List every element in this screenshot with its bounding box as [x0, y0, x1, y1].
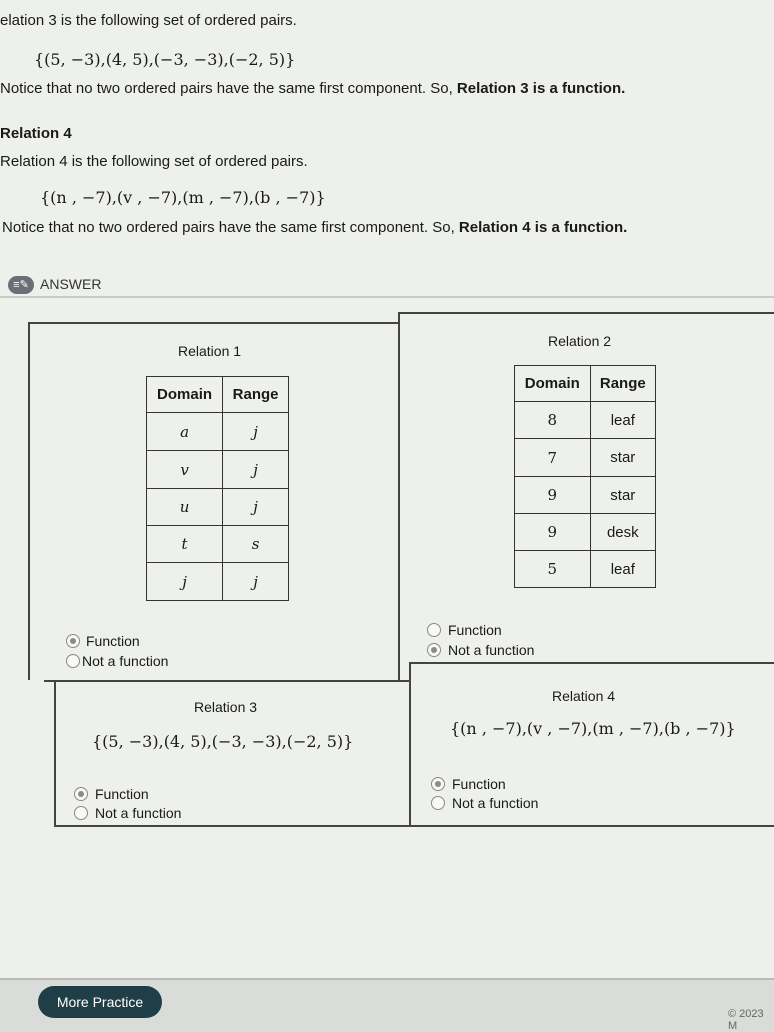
relation3-intro: elation 3 is the following set of ordered pairs.: [0, 12, 297, 29]
table-row: [515, 477, 656, 514]
relation1-domain-cell: u: [147, 489, 223, 526]
relation2-title: Relation 2: [548, 333, 612, 349]
table-row: [147, 413, 289, 451]
relation2-domain-cell: 5: [515, 551, 591, 588]
relation3-not-function-label[interactable]: Not a function: [95, 805, 182, 821]
relation2-range-cell: desk: [590, 514, 655, 551]
relation1-domain-cell: t: [147, 526, 223, 563]
relation1-domain-cell: j: [147, 563, 223, 601]
relation1-function-label[interactable]: Function: [86, 633, 140, 649]
more-practice-button[interactable]: More Practice: [38, 986, 162, 1018]
relation3-title: Relation 3: [194, 699, 258, 715]
relation1-table: [146, 376, 289, 601]
relation1-not-function-label[interactable]: Not a function: [82, 653, 169, 669]
relation2-range-cell: leaf: [590, 402, 655, 439]
relation4-title: Relation 4: [552, 688, 616, 704]
relation2-domain-cell: 9: [515, 477, 591, 514]
relation3-conclusion: Relation 3 is a function.: [456, 80, 626, 97]
relation1-header-domain: Domain: [147, 377, 223, 413]
relation3-not-function-radio[interactable]: [74, 806, 88, 820]
relation4-intro: Relation 4 is the following set of ordered pairs.: [0, 153, 308, 170]
relation2-range-cell: star: [590, 439, 655, 477]
relation4-notice-text: Notice that no two ordered pairs have the same first component. So,: [2, 219, 455, 236]
table-row: [147, 489, 289, 526]
relation2-table: [514, 365, 656, 588]
relation1-domain-cell: a: [147, 413, 223, 451]
relation3-notice: [0, 80, 625, 97]
table-row: [515, 402, 656, 439]
relation1-title: Relation 1: [178, 343, 242, 359]
relation4-notice: [2, 219, 627, 236]
grid-divider-vertical-lower: [409, 662, 411, 827]
relation2-header-domain: Domain: [515, 366, 591, 402]
relation1-domain-cell: v: [147, 451, 223, 489]
relation2-not-function-label[interactable]: Not a function: [448, 642, 535, 658]
answer-label: ANSWER: [40, 276, 102, 292]
table-row: [147, 526, 289, 563]
relation2-domain-cell: 8: [515, 402, 591, 439]
relation2-range-cell: star: [590, 477, 655, 514]
relation2-not-function-radio[interactable]: [427, 643, 441, 657]
relation3-function-label[interactable]: Function: [95, 786, 149, 802]
table-row: [147, 451, 289, 489]
grid-border-top-right: [398, 312, 774, 314]
relation1-range-cell: j: [223, 489, 289, 526]
relation2-function-label[interactable]: Function: [448, 622, 502, 638]
relation2-range-cell: leaf: [590, 551, 655, 588]
relation4-not-function-radio[interactable]: [431, 796, 445, 810]
relation4-conclusion: Relation 4 is a function.: [458, 219, 628, 236]
relation3-function-radio[interactable]: [74, 787, 88, 801]
relation2-domain-cell: 7: [515, 439, 591, 477]
grid-border-left-upper: [28, 322, 30, 680]
relation1-function-radio[interactable]: [66, 634, 80, 648]
relation4-not-function-label[interactable]: Not a function: [452, 795, 539, 811]
relation3-answer-set: {(5, −3),(4, 5),(−3, −3),(−2, 5)}: [92, 732, 354, 751]
relation2-function-radio[interactable]: [427, 623, 441, 637]
copyright-text: © 2023 M: [728, 1008, 764, 1032]
answer-bar: [0, 270, 774, 298]
answer-pencil-icon: ≡✎: [8, 276, 34, 294]
grid-border-left-lower: [54, 680, 56, 827]
relation1-range-cell: j: [223, 413, 289, 451]
table-row: [515, 439, 656, 477]
relation4-heading: Relation 4: [0, 125, 72, 142]
grid-divider-horizontal-right: [409, 662, 774, 664]
grid-border-bottom: [54, 825, 774, 827]
relation4-answer-set: {(n , −7),(v , −7),(m , −7),(b , −7)}: [450, 719, 736, 738]
relation1-range-cell: s: [223, 526, 289, 563]
relation3-notice-text: Notice that no two ordered pairs have the same first component. So,: [0, 80, 453, 97]
relation1-range-cell: j: [223, 451, 289, 489]
relation4-set: {(n , −7),(v , −7),(m , −7),(b , −7)}: [40, 188, 326, 207]
relation2-domain-cell: 9: [515, 514, 591, 551]
relation4-function-radio[interactable]: [431, 777, 445, 791]
table-row: [147, 563, 289, 601]
relation1-not-function-radio[interactable]: [66, 654, 80, 668]
table-row: [515, 551, 656, 588]
grid-divider-horizontal-left: [44, 680, 411, 682]
relation1-header-range: Range: [223, 377, 289, 413]
grid-border-top-left: [28, 322, 398, 324]
grid-divider-vertical-upper: [398, 312, 400, 680]
relation2-header-range: Range: [590, 366, 655, 402]
relation1-range-cell: j: [223, 563, 289, 601]
relation3-set: {(5, −3),(4, 5),(−3, −3),(−2, 5)}: [34, 50, 296, 69]
table-row: [515, 514, 656, 551]
relation4-function-label[interactable]: Function: [452, 776, 506, 792]
